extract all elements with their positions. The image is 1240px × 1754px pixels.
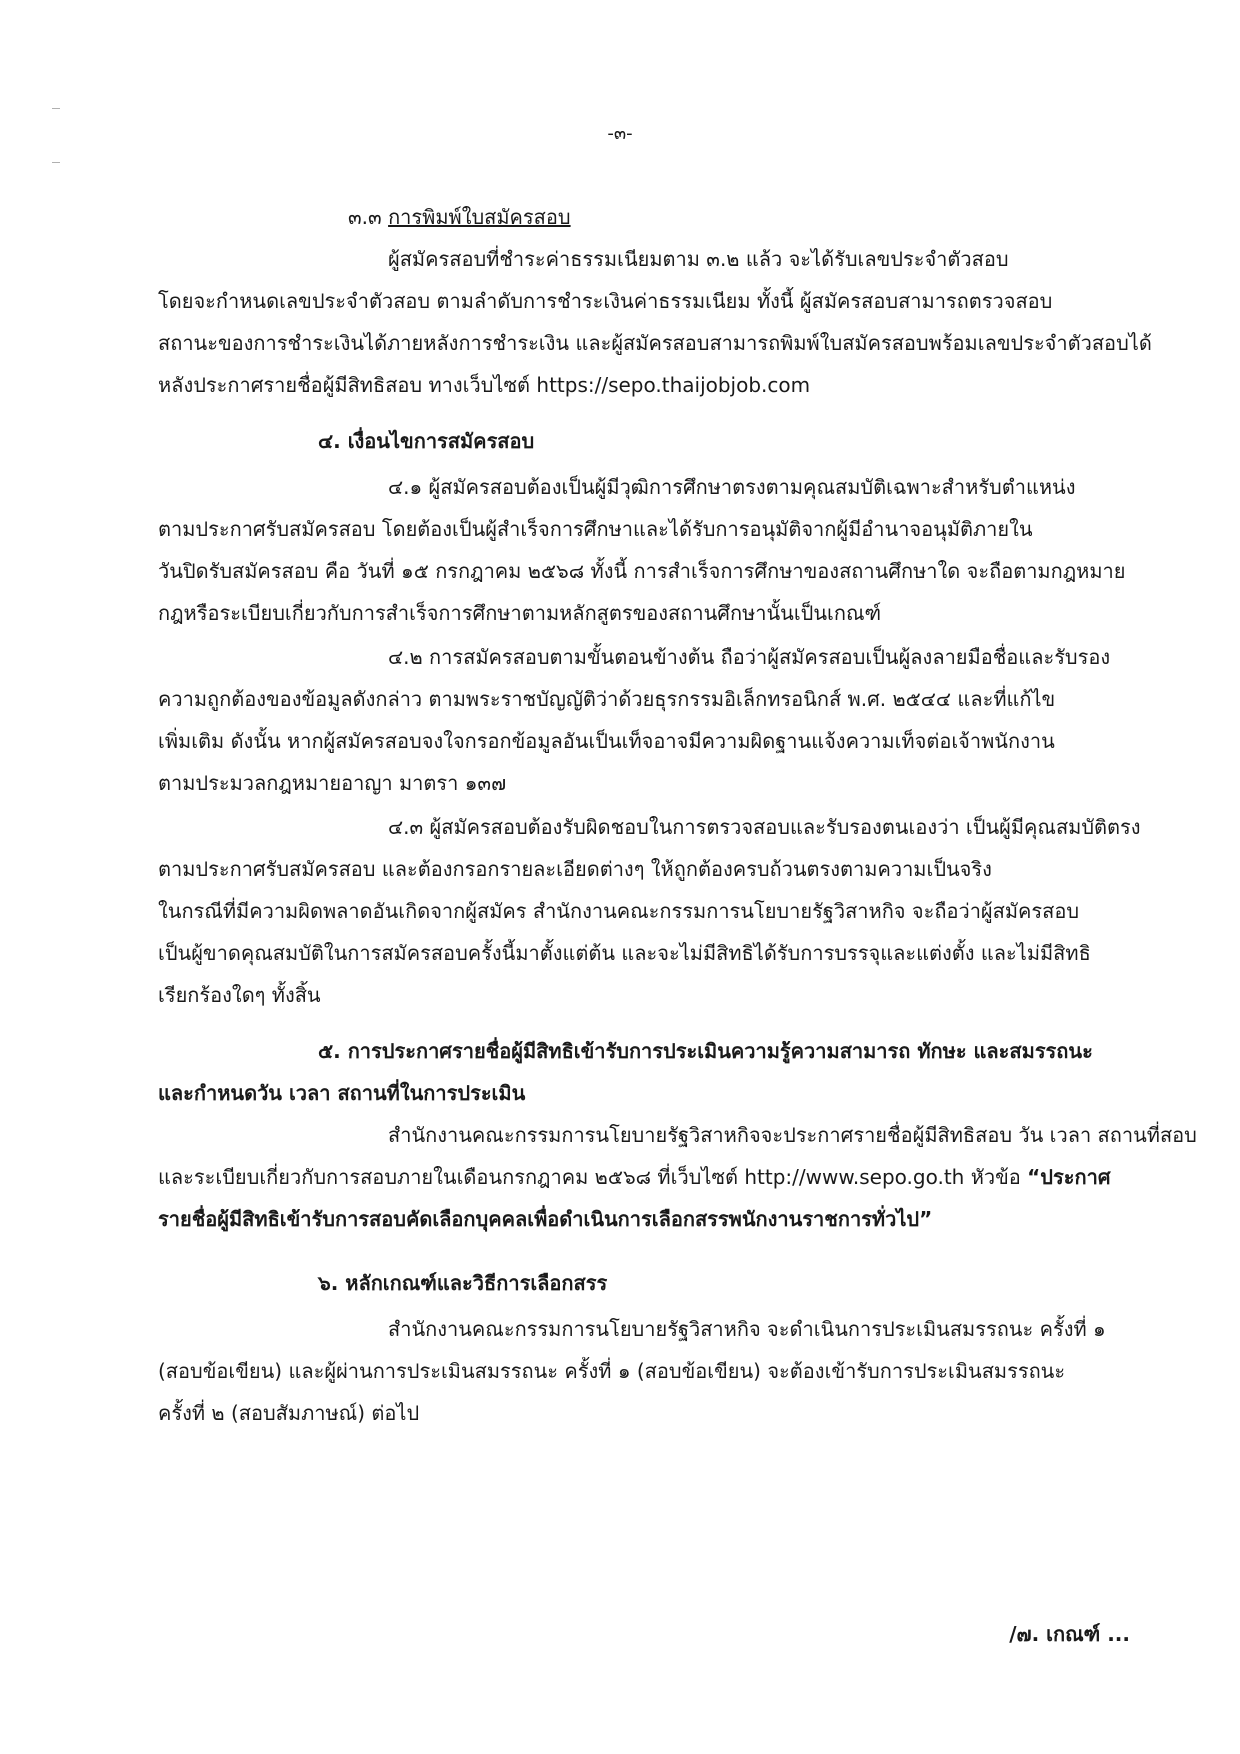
section-3-3-heading-line <box>158 196 1128 238</box>
paragraph-line: ๔.๓ ผู้สมัครสอบต้องรับผิดชอบในการตรวจสอบและรับรองตนเองว่า เป็นผู้มีคุณสมบัติตรง <box>388 815 1141 839</box>
paragraph-line: ความถูกต้องของข้อมูลดังกล่าว ตามพระราชบัญญัติว่าด้วยธุรกรรมอิเล็กทรอนิกส์ พ.ศ. ๒๕๔๔ และที่แก้ไข <box>158 687 1056 711</box>
paragraph-line: ตามประมวลกฎหมายอาญา มาตรา ๑๓๗ <box>158 771 507 795</box>
paragraph-line: ตามประกาศรับสมัครสอบ และต้องกรอกรายละเอียดต่างๆ ให้ถูกต้องครบถ้วนตรงตามความเป็นจริง <box>158 857 992 881</box>
paragraph-line: กฎหรือระเบียบเกี่ยวกับการสำเร็จการศึกษาตามหลักสูตรของสถานศึกษานั้นเป็นเกณฑ์ <box>158 601 882 625</box>
paragraph-line: โดยจะกำหนดเลขประจำตัวสอบ ตามลำดับการชำระเงินค่าธรรมเนียม ทั้งนี้ ผู้สมัครสอบสามารถตรวจสอบ <box>158 289 1053 313</box>
paragraph-line: สำนักงานคณะกรรมการนโยบายรัฐวิสาหกิจ จะดำเนินการประเมินสมรรถนะ ครั้งที่ ๑ <box>388 1317 1106 1341</box>
section-5 <box>158 1030 1197 1240</box>
paragraph-line: เป็นผู้ขาดคุณสมบัติในการสมัครสอบครั้งนี้มาตั้งแต่ต้น และจะไม่มีสิทธิได้รับการบรรจุและแต่งตั้ง และไม่มีสิทธิ <box>158 941 1091 965</box>
section-4-3 <box>158 806 1141 1016</box>
paragraph-line: ๔.๒ การสมัครสอบตามขั้นตอนข้างต้น ถือว่าผู้สมัครสอบเป็นผู้ลงลายมือชื่อและรับรอง <box>388 645 1111 669</box>
scan-mark <box>52 108 60 109</box>
paragraph-text: และระเบียบเกี่ยวกับการสอบภายในเดือนกรกฎาคม ๒๕๖๘ ที่เว็บไซต์ http://www.sepo.go.th หัวข้อ <box>158 1165 1021 1189</box>
paragraph-line: เรียกร้องใดๆ ทั้งสิ้น <box>158 983 321 1007</box>
section-4-2 <box>158 636 1128 804</box>
section-3-3 <box>158 196 1128 238</box>
paragraph-line: ในกรณีที่มีความผิดพลาดอันเกิดจากผู้สมัคร สำนักงานคณะกรรมการนโยบายรัฐวิสาหกิจ จะถือว่าผู้สมัครสอบ <box>158 899 1080 923</box>
paragraph-line: สถานะของการชำระเงินได้ภายหลังการชำระเงิน และผู้สมัครสอบสามารถพิมพ์ใบสมัครสอบพร้อมเลขประจำตัวสอบได้ <box>158 331 1152 355</box>
section-4-1 <box>158 466 1128 634</box>
section-6 <box>158 1262 1128 1304</box>
page-number: -๓- <box>607 123 633 144</box>
announcement-title-end: รายชื่อผู้มีสิทธิเข้ารับการสอบคัดเลือกบุคคลเพื่อดำเนินการเลือกสรรพนักงานราชการทั่วไป” <box>158 1207 933 1231</box>
next-page-reference: /๗. เกณฑ์ ... <box>1009 1622 1130 1646</box>
section-heading: ๕. การประกาศรายชื่อผู้มีสิทธิเข้ารับการประเมินความรู้ความสามารถ ทักษะ และสมรรถนะ <box>318 1039 1093 1063</box>
section-6-body <box>158 1308 1128 1434</box>
section-4 <box>158 420 1128 462</box>
section-3-3-body <box>158 238 1152 406</box>
paragraph-line: ผู้สมัครสอบที่ชำระค่าธรรมเนียมตาม ๓.๒ แล้ว จะได้รับเลขประจำตัวสอบ <box>388 247 1009 271</box>
paragraph-line: หลังประกาศรายชื่อผู้มีสิทธิสอบ ทางเว็บไซต์ https://sepo.thaijobjob.com <box>158 373 811 397</box>
paragraph-line: (สอบข้อเขียน) และผู้ผ่านการประเมินสมรรถนะ ครั้งที่ ๑ (สอบข้อเขียน) จะต้องเข้ารับการประเมินสมรรถนะ <box>158 1359 1066 1383</box>
paragraph-line: ครั้งที่ ๒ (สอบสัมภาษณ์) ต่อไป <box>158 1401 420 1425</box>
section-heading-continued: และกำหนดวัน เวลา สถานที่ในการประเมิน <box>158 1081 526 1105</box>
paragraph-line: วันปิดรับสมัครสอบ คือ วันที่ ๑๕ กรกฎาคม ๒๕๖๘ ทั้งนี้ การสำเร็จการศึกษาของสถานศึกษาใด จะถือตามกฎหมาย <box>158 559 1126 583</box>
scan-mark <box>52 162 60 163</box>
section-number: ๓.๓ <box>348 205 382 229</box>
section-heading: ๔. เงื่อนไขการสมัครสอบ <box>318 429 535 453</box>
paragraph-line <box>158 1156 1128 1198</box>
paragraph-line: สำนักงานคณะกรรมการนโยบายรัฐวิสาหกิจจะประกาศรายชื่อผู้มีสิทธิสอบ วัน เวลา สถานที่สอบ <box>388 1123 1197 1147</box>
announcement-title-start: “ประกาศ <box>1027 1165 1111 1189</box>
section-heading: การพิมพ์ใบสมัครสอบ <box>388 205 571 229</box>
section-heading: ๖. หลักเกณฑ์และวิธีการเลือกสรร <box>318 1271 608 1295</box>
paragraph-line: ตามประกาศรับสมัครสอบ โดยต้องเป็นผู้สำเร็จการศึกษาและได้รับการอนุมัติจากผู้มีอำนาจอนุมัติภายใน <box>158 517 1033 541</box>
paragraph-line: ๔.๑ ผู้สมัครสอบต้องเป็นผู้มีวุฒิการศึกษาตรงตามคุณสมบัติเฉพาะสำหรับตำแหน่ง <box>388 475 1076 499</box>
paragraph-line: เพิ่มเติม ดังนั้น หากผู้สมัครสอบจงใจกรอกข้อมูลอันเป็นเท็จอาจมีความผิดฐานแจ้งความเท็จต่อเจ้าพนักงาน <box>158 729 1055 753</box>
